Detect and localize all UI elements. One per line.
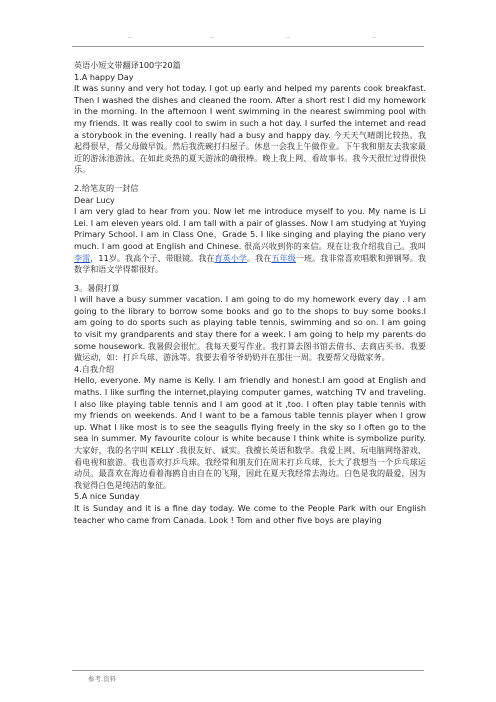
document-body [74,60,426,526]
section-heading: 2.给笔友的一封信 [74,182,139,193]
section-heading: 4.自我介绍 [74,363,115,374]
section-paragraph: It was sunny and very hot today. I got up early and helped my parents cook breakfast. Then I washed the dishes and cleaned the room. After a short rest I did my homework in the morning. In the afternoon I went swimming in the nearest swimming pool with my friends. It was really cool to swim in such a hot day. I surfed the internet and read a storybook in the evening. I really had a busy and happy day. 今天天气晴朗比较热。我起得很早，帮父母做早饭。然后我洗碗打扫屋子。休息一会我上午做作业。下午我和朋友去我家最近的游泳池游泳。在如此炎热的夏天游泳的确很棒。晚上我上网、看故事书。我今天很忙过得很快乐。 [74,83,426,175]
paragraph-text: ，11岁。我高个子、带眼镜。我在 [90,252,215,263]
section-heading: 3。暑假打算 [74,282,120,293]
header-mark: .. [286,33,290,40]
section-paragraph: It is Sunday and it is a fine day today. We come to the People Park with our English teacher who came from Canada. Look ! Tom and other five boys are playing [74,502,426,525]
header-mark: .. [372,33,376,40]
name-link[interactable]: 李雷 [74,252,91,263]
footer-rule [72,670,424,671]
page-footer: 参考.资料 [88,675,117,683]
header-mark: .. [210,33,214,40]
header-rule [72,46,424,47]
paragraph-text: 一班。我非常喜欢唱歌和弹钢琴。我数学和语文学得都很好。 [74,252,426,275]
section-paragraph [74,206,426,276]
paragraph-text: I am very glad to hear from you. Now let me introduce myself to you. My name is Li Lei. I am eleven years old. I am tall with a pair of glasses. Now I am studying at Yuying Primary School. I am in Class One，Grade 5. I like singing and playing the piano very much. I am good at English and Chinese. 很高兴收到你的来信。现在让我介绍我自己。我叫 [74,206,426,251]
header-mark: .. [128,33,132,40]
document-title: 英语小短文带翻译100字20篇 [74,60,181,70]
letter-salutation: Dear Lucy [74,194,115,205]
section-paragraph: Hello, everyone. My name is Kelly. I am friendly and honest.I am good at English and maths. I like surfing the internet,playing computer games, watching TV and traveling. I also like playing table tennis and I am good at it ,too. I often play table tennis with my friends on weekends. And I want to be a famous table tennis player when I grow up. What I like most is to see the seagulls flying freely in the sky so I often go to the sea in summer. My favourite colour is white because I think white is symbolize purity. 大家好，我的名字叫 KELLY .我很友好、诚实。我擅长英语和数学。我爱上网、玩电脑网络游戏、看电视和旅游。我也喜欢打乒乓球。我经常和朋友们在周末打乒乓球，长大了我想当一个乒乓球运动员。最喜欢在海边看着海鸥自由自在的飞翔，因此在夏天我经常去海边。白色是我的最爱，因为我觉得白色是纯洁的象征。 [74,375,426,490]
section-paragraph: I will have a busy summer vacation. I am going to do my homework every day . I am going to the library to borrow some books and go to the shops to buy some books.I am going to do sports such as playing table tennis, swimming and so on. I am going to visit my grandparents and stay there for a week. I am going to help my parents do some housework. 我暑假会很忙。我每天要写作业。我打算去图书馆去借书、去商店买书。我要做运动，如：打乒乓球、游泳等。我要去看爷爷奶奶并在那住一周。我要帮父母做家务。 [74,294,426,363]
page-header-marks [128,34,388,42]
section-heading: 5.A nice Sunday [74,491,140,502]
paragraph-text: 。我在 [247,252,272,263]
section-heading: 1.A happy Day [74,71,134,82]
grade-link[interactable]: 五年级 [271,252,296,263]
school-link[interactable]: 育英小学 [214,252,248,263]
